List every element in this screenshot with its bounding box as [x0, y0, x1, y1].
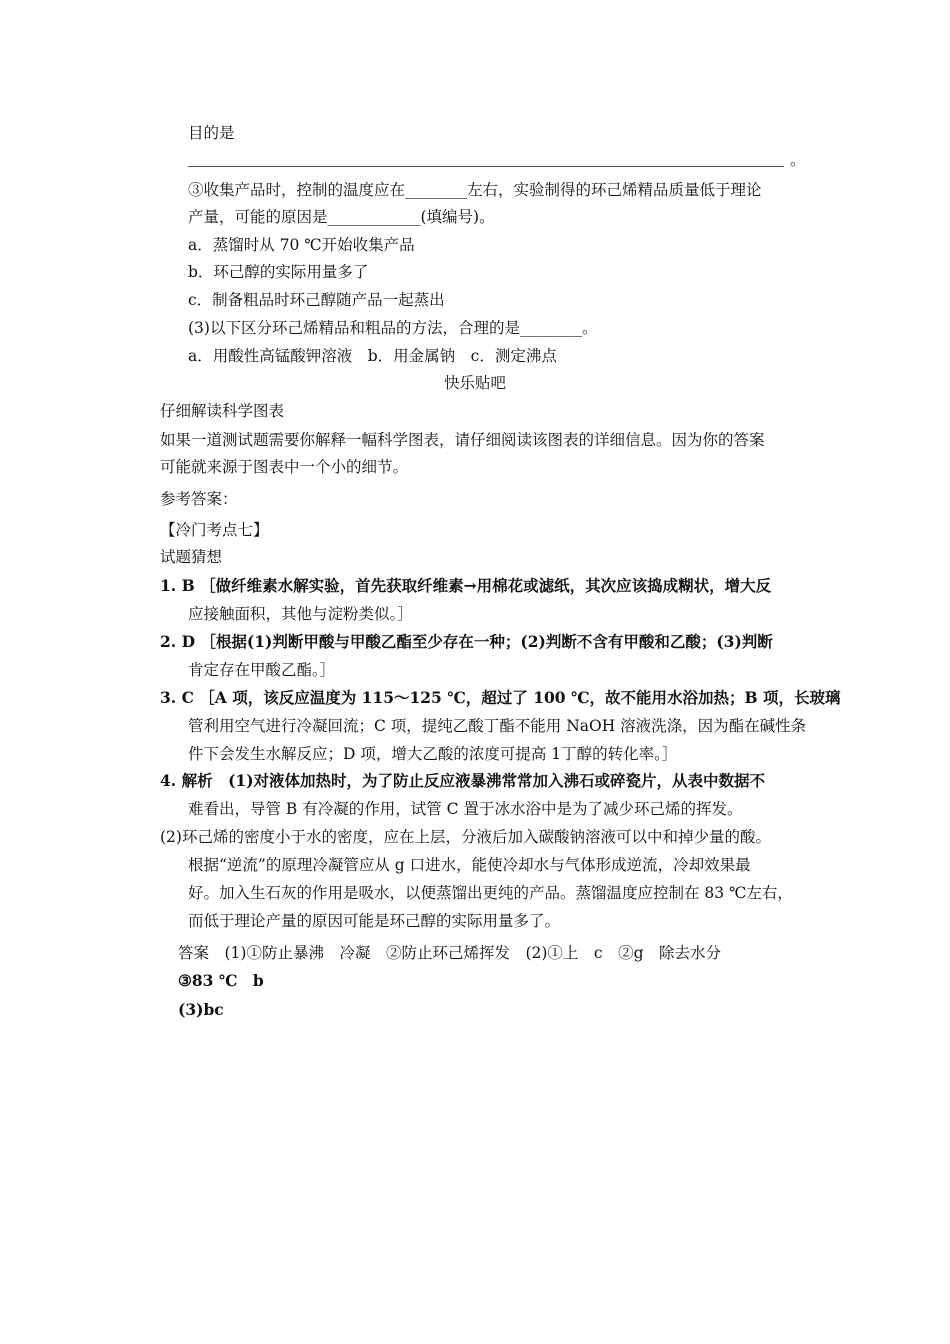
tips-title: 仔细解读科学图表	[160, 402, 285, 420]
answer-1-line-1: 1. B ［做纤维素水解实验，首先获取纤维素→用棉花或滤纸，其次应该捣成糊状，增大反	[160, 576, 772, 595]
answer-3-line-1: 3. C ［A 项，该反应温度为 115～125 ℃，超过了 100 ℃，故不能用水浴加热；B 项，长玻璃	[160, 688, 841, 707]
final-answer-line-3: (3)bc	[178, 1000, 224, 1019]
tips-heading: 快乐贴吧	[443, 374, 506, 392]
answer-4-line-2: 难看出，导管 B 有冷凝的作用，试管 C 置于冰水浴中是为了减少环己烯的挥发。	[188, 800, 743, 818]
answer-2-line-1: 2. D ［根据(1)判断甲酸与甲酸乙酯至少存在一种；(2)判断不含有甲酸和乙酸；(3)判断	[160, 632, 773, 651]
final-answer-line-2: ③83 ℃ b	[178, 971, 264, 990]
option-c: c．制备粗品时环己醇随产品一起蒸出	[188, 291, 445, 309]
answer-3-line-3: 件下会发生水解反应；D 项，增大乙酸的浓度可提高 1丁醇的转化率。］	[188, 745, 678, 763]
option-a: a．蒸馏时从 70 ℃开始收集产品	[188, 236, 415, 254]
answers-label: 参考答案：	[160, 490, 238, 508]
answer-blank-line	[188, 166, 784, 167]
answer-4-line-4: 根据“逆流”的原理冷凝管应从 g 口进水，能使冷却水与气体形成逆流，冷却效果最	[188, 856, 751, 874]
answers-section: 【冷门考点七】	[160, 521, 269, 539]
tips-body-line-2: 可能就来源于图表中一个小的细节。	[160, 458, 409, 476]
answer-2-line-2: 肯定存在甲酸乙酯。］	[188, 661, 336, 679]
answer-4-line-1: 4. 解析 (1)对液体加热时，为了防止反应液暴沸常常加入沸石或碎瓷片，从表中数据不	[160, 771, 766, 790]
period-mark: 。	[790, 151, 806, 169]
answers-subsection: 试题猜想	[160, 548, 223, 566]
final-answer-line-1: 答案 (1)①防止暴沸 冷凝 ②防止环己烯挥发 (2)①上 c ②g 除去水分	[178, 944, 722, 962]
question-text: 目的是	[188, 124, 235, 142]
question-part-3-options: a．用酸性高锰酸钾溶液 b．用金属钠 c．测定沸点	[188, 347, 557, 365]
tips-body-line-1: 如果一道测试题需要你解释一幅科学图表，请仔细阅读该图表的详细信息。因为你的答案	[160, 431, 765, 449]
answer-3-line-2: 管利用空气进行冷凝回流；C 项，提纯乙酸丁酯不能用 NaOH 溶液洗涤，因为酯在碱性条	[188, 717, 807, 735]
option-b: b．环己醇的实际用量多了	[188, 263, 369, 281]
question-3-line-2: 产量，可能的原因是____________(填编号)。	[188, 208, 495, 226]
question-3-line-1: ③收集产品时，控制的温度应在________左右，实验制得的环己烯精品质量低于理论	[188, 181, 762, 199]
question-part-3: (3)以下区分环己烯精品和粗品的方法，合理的是________。	[188, 319, 598, 337]
answer-4-line-6: 而低于理论产量的原因可能是环己醇的实际用量多了。	[188, 912, 561, 930]
answer-1-line-2: 应接触面积，其他与淀粉类似。］	[188, 605, 413, 623]
answer-4-line-3: (2)环己烯的密度小于水的密度，应在上层，分液后加入碳酸钠溶液可以中和掉少量的酸。	[160, 828, 771, 846]
answer-4-line-5: 好。加入生石灰的作用是吸水，以便蒸馏出更纯的产品。蒸馏温度应控制在 83 ℃左右，	[188, 884, 793, 902]
